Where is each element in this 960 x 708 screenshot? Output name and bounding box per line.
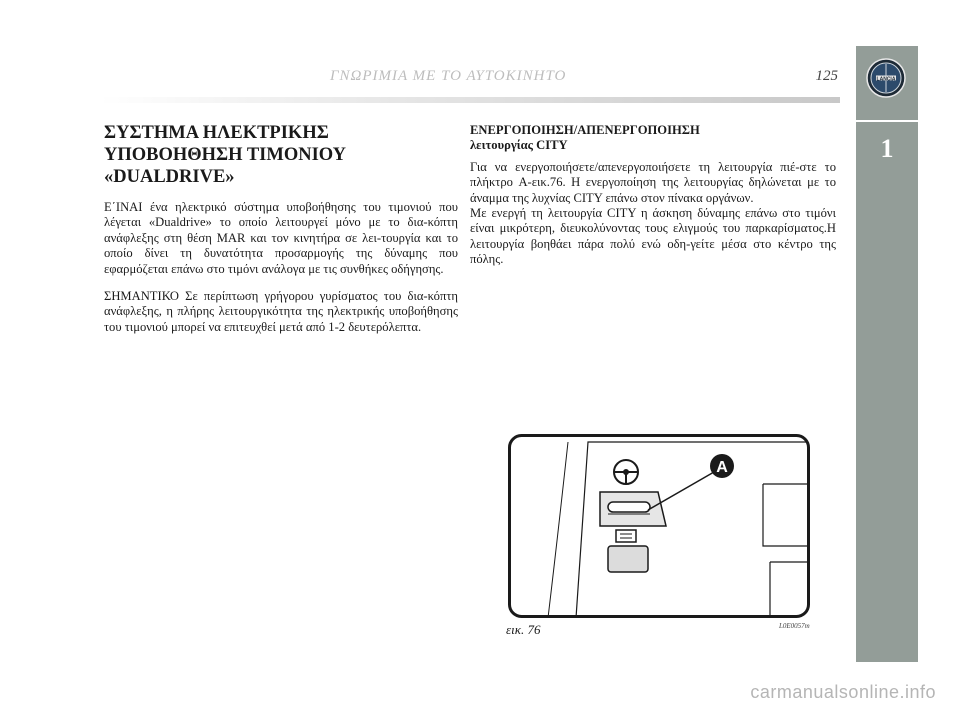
city-paragraph-1: Για να ενεργοποιήσετε/απενεργοποιήσετε τη λειτουργία πιέ-στε το πλήκτρο A-εικ.76. Η ενεργοποίηση της λειτουργίας δηλώνεται με το άναμμα της λυχνίας CITY επάνω στον πίνακα οργάνων.: [470, 159, 836, 205]
figure-caption: εικ. 76: [506, 622, 541, 637]
city-heading-line-2: λειτουργίας CITY: [470, 138, 568, 153]
chapter-number: 1: [880, 134, 894, 163]
sidebar-divider: [856, 120, 918, 122]
section-title-line-1: ΣΥΣΤΗΜΑ ΗΛΕΚΤΡΙΚΗΣ: [104, 123, 329, 143]
figure-76: [508, 434, 810, 618]
section-title: [104, 122, 458, 188]
chapter-sidebar: [856, 46, 918, 662]
important-paragraph: ΣΗΜΑΝΤΙΚΟ Σε περίπτωση γρήγορου γυρίσματος του δια-κόπτη ανάφλεξης, η πλήρης λειτουργικότητα της ηλεκτρικής υποβοήθησης του τιμονιού μπορεί να επιτευχθεί μετά από 1-2 δευτερόλεπτα.: [104, 289, 458, 334]
running-title: ΓΝΩΡΙΜΙΑ ΜΕ ΤΟ ΑΥΤΟΚΙΝΗΤΟ: [330, 68, 567, 84]
section-title-line-3: «DUALDRIVE»: [104, 167, 235, 187]
svg-text:LANCIA: LANCIA: [876, 76, 896, 83]
watermark: carmanualsonline.info: [750, 681, 936, 702]
callout-a: A: [716, 459, 728, 476]
page-number: 125: [815, 68, 838, 84]
lancia-logo-icon: [866, 58, 906, 98]
right-column: [470, 123, 836, 268]
city-heading-line-1: ΕΝΕΡΓΟΠΟΙΗΣΗ/ΑΠΕΝΕΡΓΟΠΟΙΗΣΗ: [470, 123, 700, 137]
left-column: [104, 122, 458, 335]
city-paragraph-2: Με ενεργή τη λειτουργία CITY η άσκηση δύναμης επάνω στο τιμόνι είναι μικρότερη, διευκολύνοντας τους ελιγμούς του παρκαρίσματος.Η λειτουργία βοηθάει πάρα πολύ ενώ οδη-γείτε μέσα στο κέντρο της πόλης.: [470, 206, 836, 267]
page-header: [100, 64, 840, 104]
header-rule: [100, 97, 840, 103]
city-button-icon[interactable]: [600, 492, 666, 526]
intro-paragraph: Ε΄ΙΝΑΙ ένα ηλεκτρικό σύστημα υποβοήθησης του τιμονιού που λέγεται «Dualdrive» το οποίο λειτουργεί μόνο με το δια-κόπτη ανάφλεξης στη θέση MAR και τον κινητήρα σε λει-τουργία και το οποίο δίνει τη δυνατότητα προσαρμογής της δύναμης που εφαρμόζεται επάνω στο τιμόνι ανάλογα με τις συνθήκες οδήγησης.: [104, 200, 458, 276]
section-title-line-2: ΥΠΟΒΟΗΘΗΣΗ ΤΙΜΟΝΙΟΥ: [104, 145, 347, 165]
figure-code: L0E0057m: [779, 622, 810, 630]
